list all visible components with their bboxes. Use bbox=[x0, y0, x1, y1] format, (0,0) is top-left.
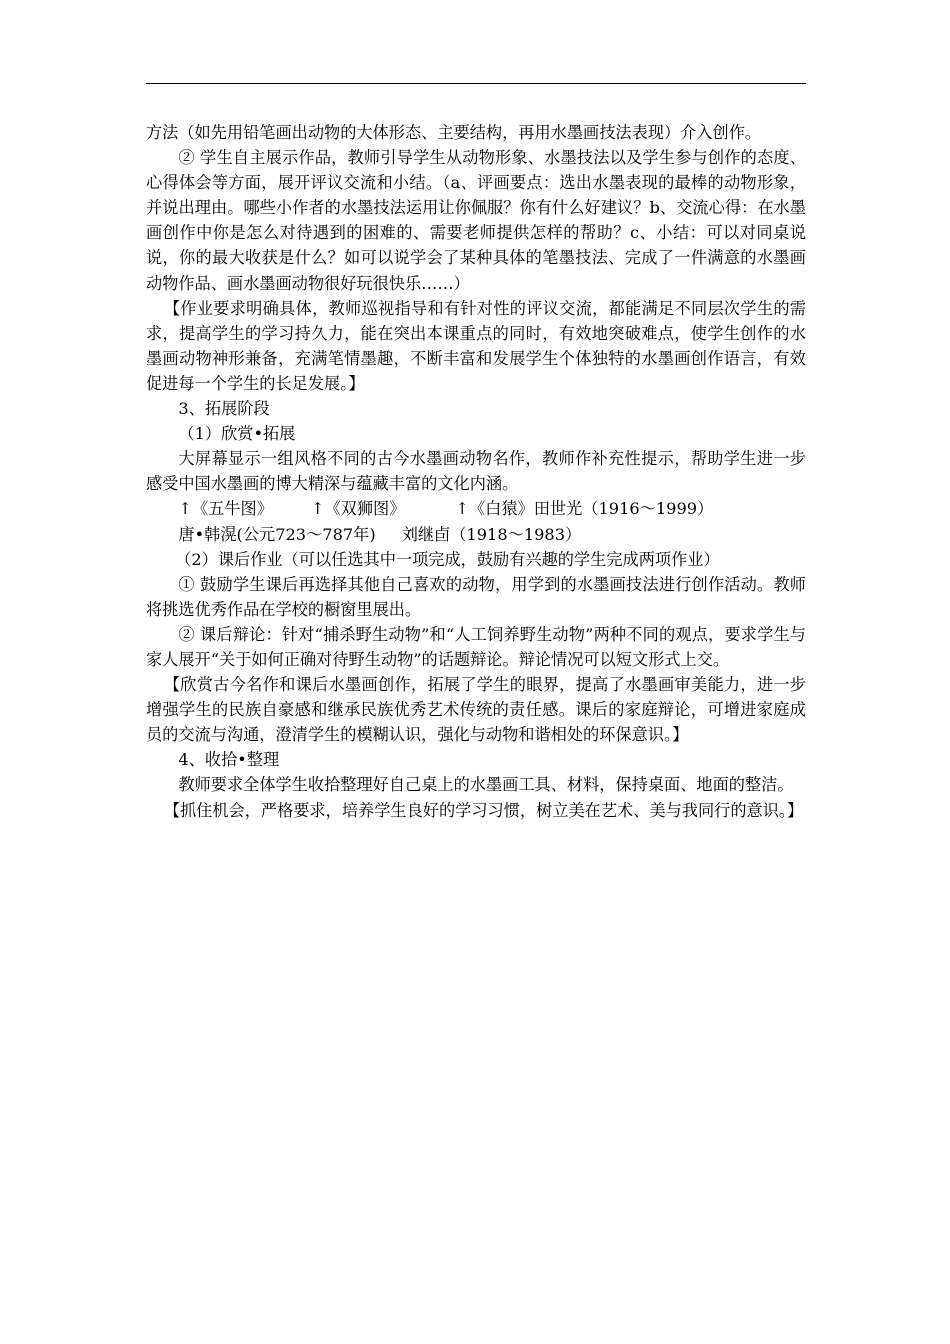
paragraph-student-showcase: ② 学生自主展示作品，教师引导学生从动物形象、水墨技法以及学生参与创作的态度、心得体会等方面，展开评议交流和小结。（a、评画要点：选出水墨表现的最棒的动物形象，并说出理由。哪些小作者的水墨技法运用让你佩服？你有什么好建议？b、交流心得：在水墨画创作中你是怎么对待遇到的困难的、需要老师提供怎样的帮助？c、小结：可以对同桌说说，你的最大收获是什么？如可以说学会了某种具体的笔墨技法、完成了一件满意的水墨画动物作品、画水墨画动物很好玩很快乐……） bbox=[146, 148, 806, 293]
header-rule bbox=[146, 83, 806, 84]
subheading-appreciation: （1）欣赏•拓展 bbox=[178, 424, 296, 444]
paragraph-assignment-note: 【作业要求明确具体，教师巡视指导和有针对性的评议交流，都能满足不同层次学生的需求，提高学生的学习持久力，能在突出本课重点的同时，有效地突破难点，使学生创作的水墨画动物神形兼备，充满笔情墨趣，不断丰富和发展学生个体独特的水墨画创作语言，有效促进每一个学生的长足发展。】 bbox=[146, 298, 806, 393]
artwork-white-ape: ↑《白猿》田世光（1916～1999） bbox=[455, 499, 714, 519]
artist-han-huang: 唐•韩滉(公元723～787年) bbox=[178, 524, 376, 544]
paragraph-homework-one: ① 鼓励学生课后再选择其他自己喜欢的动物，用学到的水墨画技法进行创作活动。教师将挑选优秀作品在学校的橱窗里展出。 bbox=[146, 574, 806, 619]
section-heading-cleanup: 4、收拾•整理 bbox=[178, 750, 280, 770]
paragraph-habit-note: 【抓住机会，严格要求，培养学生良好的学习习惯，树立美在艺术、美与我同行的意识。】 bbox=[163, 800, 804, 820]
paragraph-method: 方法（如先用铅笔画出动物的大体形态、主要结构，再用水墨画技法表现）介入创作。 bbox=[146, 123, 762, 142]
paragraph-cleanup: 教师要求全体学生收拾整理好自己桌上的水墨画工具、材料，保持桌面、地面的整洁。 bbox=[178, 775, 794, 795]
artist-liu-jiyou: 刘继卣（1918～1983） bbox=[401, 524, 582, 544]
artwork-five-oxen: ↑《五牛图》 bbox=[178, 499, 273, 519]
section-heading-extension: 3、拓展阶段 bbox=[178, 399, 270, 419]
subheading-homework: （2）课后作业（可以任选其中一项完成，鼓励有兴趣的学生完成两项作业） bbox=[175, 549, 720, 569]
paragraph-big-screen: 大屏幕显示一组风格不同的古今水墨画动物名作，教师作补充性提示，帮助学生进一步感受中国水墨画的博大精深与蕴藏丰富的文化内涵。 bbox=[146, 449, 806, 494]
artwork-titles-row bbox=[146, 496, 806, 521]
paragraph-homework-two: ② 课后辩论：针对“捕杀野生动物”和“人工饲养野生动物”两种不同的观点，要求学生与家人展开“关于如何正确对待野生动物”的话题辩论。辩论情况可以短文形式上交。 bbox=[146, 624, 806, 669]
document-body bbox=[146, 120, 806, 823]
paragraph-appreciation-note: 【欣赏古今名作和课后水墨画创作，拓展了学生的眼界，提高了水墨画审美能力，进一步增强学生的民族自豪感和继承民族优秀艺术传统的责任感。课后的家庭辩论，可增进家庭成员的交流与沟通，澄清学生的模糊认识，强化与动物和谐相处的环保意识。】 bbox=[146, 675, 806, 745]
artwork-two-lions: ↑《双狮图》 bbox=[310, 499, 406, 519]
artist-credits-row bbox=[146, 522, 806, 547]
